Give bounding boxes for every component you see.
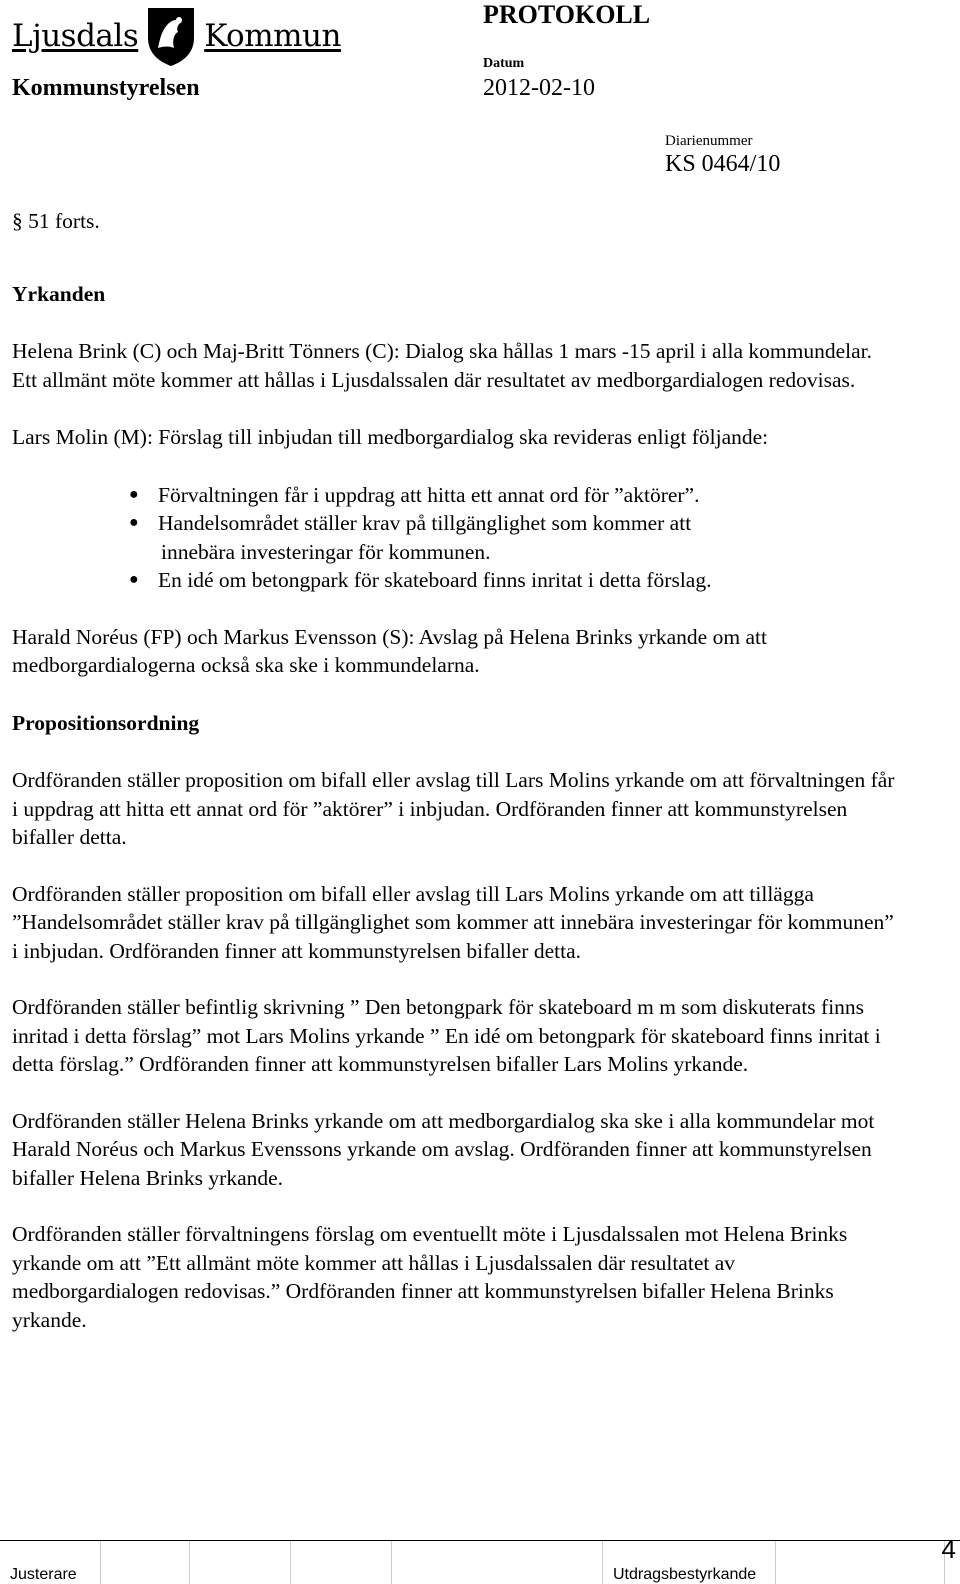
paragraph-noreus: Harald Noréus (FP) och Markus Evensson (S): Avslag på Helena Brinks yrkande om att medborgardialogerna också ska ske i kommundelarna.: [12, 624, 767, 677]
signature-box: [776, 1541, 945, 1584]
date-label: Datum: [483, 56, 525, 71]
logo-text-left: Ljusdals: [12, 18, 139, 54]
signature-box: [101, 1541, 190, 1584]
signature-box: [291, 1541, 392, 1584]
heading-yrkanden: Yrkanden: [12, 281, 106, 306]
document-body: [12, 207, 902, 1362]
bullet-icon: ●: [129, 571, 139, 588]
signature-box: [392, 1541, 603, 1584]
signature-footer: [0, 1540, 960, 1584]
paragraph-molin: Lars Molin (M): Förslag till inbjudan till medborgardialog ska revideras enligt följande:: [12, 425, 769, 449]
signature-box: [190, 1541, 291, 1584]
municipality-logo: [12, 0, 341, 72]
paragraph-proposition-1: Ordföranden ställer proposition om bifall eller avslag till Lars Molins yrkande om att förvaltningen får i uppdrag att hitta ett annat ord för ”aktörer” i inbjudan. Ordföranden finner att kommunstyrelsen bifaller detta.: [12, 768, 895, 849]
list-item: ● En idé om betongpark för skateboard finns inritat i detta förslag.: [12, 566, 902, 595]
paragraph-brink: Helena Brink (C) och Maj-Britt Tönners (C): Dialog ska hållas 1 mars -15 april i alla kommundelar. Ett allmänt möte kommer att hållas i Ljusdalssalen där resultatet av medborgardialogen redovisas.: [12, 339, 872, 392]
registration-number: KS 0464/10: [665, 151, 781, 177]
document-date: 2012-02-10: [483, 75, 595, 101]
page-number: 4: [941, 1534, 956, 1564]
list-item: ● Förvaltningen får i uppdrag att hitta ett annat ord för ”aktörer”.: [12, 481, 902, 510]
paragraph-proposition-3: Ordföranden ställer befintlig skrivning ” Den betongpark för skateboard m m som diskuterats finns inritad i detta förslag” mot Lars Molins yrkande ” En idé om betongpark för skateboard finns inritat i detta förslag.” Ordföranden finner att kommunstyrelsen bifaller Lars Molins yrkande.: [12, 995, 881, 1076]
paragraph-proposition-2: Ordföranden ställer proposition om bifall eller avslag till Lars Molins yrkande om att tillägga ”Handelsområdet ställer krav på tillgänglighet som kommer att innebära investeringar för kommunen” i inbjudan. Ordföranden finner att kommunstyrelsen bifaller detta.: [12, 881, 894, 963]
proposal-list: [12, 481, 902, 595]
organization-name: Kommunstyrelsen: [12, 75, 200, 101]
document-type: PROTOKOLL: [483, 0, 651, 29]
section-number: § 51 forts.: [12, 209, 100, 233]
registration-label: Diarienummer: [665, 133, 753, 149]
coat-of-arms-icon: [144, 4, 198, 68]
utdragsbestyrkande-label: Utdragsbestyrkande: [603, 1541, 776, 1584]
list-item: ● Handelsområdet ställer krav på tillgänglighet som kommer att innebära investeringar för kommunen.: [129, 511, 692, 564]
paragraph-proposition-5: Ordföranden ställer förvaltningens förslag om eventuellt möte i Ljusdalssalen mot Helena Brinks yrkande om att ”Ett allmänt möte kommer att hållas i Ljusdalssalen där resultatet av medborgardialogen redovisas.” Ordföranden finner att kommunstyrelsen bifaller Helena Brinks yrkande.: [12, 1222, 848, 1332]
paragraph-proposition-4: Ordföranden ställer Helena Brinks yrkande om att medborgardialog ska ske i alla kommundelar mot Harald Noréus och Markus Evenssons yrkande om avslag. Ordföranden finner att kommunstyrelsen bifaller Helena Brinks yrkande.: [12, 1108, 875, 1190]
bullet-icon: ●: [129, 485, 139, 503]
justerare-label: Justerare: [0, 1541, 101, 1584]
bullet-icon: ●: [129, 514, 139, 531]
logo-text-right: Kommun: [204, 18, 341, 54]
heading-propositionsordning: Propositionsordning: [12, 710, 200, 735]
